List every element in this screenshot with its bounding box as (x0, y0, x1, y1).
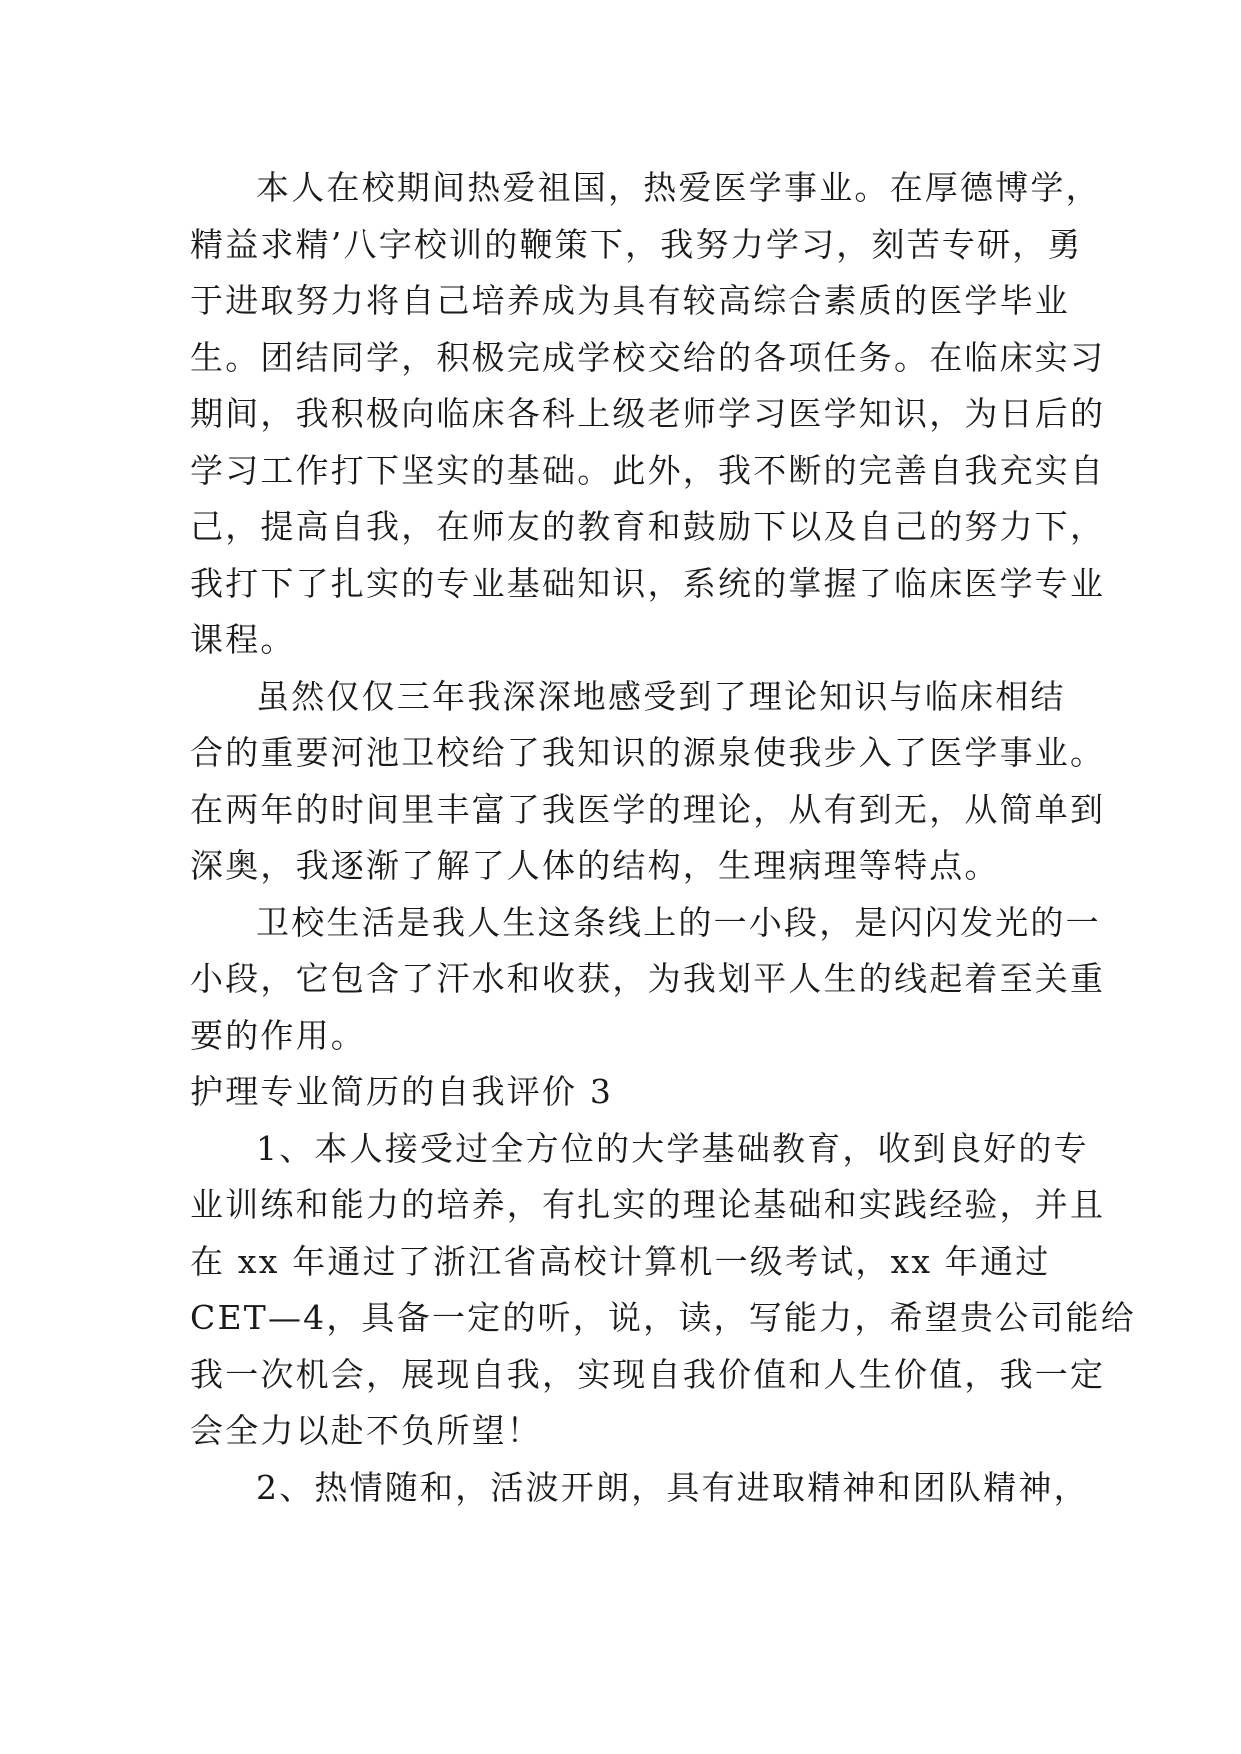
text-line: 要的作用。 (190, 1015, 366, 1055)
text-line: 于进取努力将自己培养成为具有较高综合素质的医学毕业 (190, 281, 1070, 320)
text-line: 己，提高自我，在师友的教育和鼓励下以及自己的努力下， (190, 507, 1106, 546)
text-line: CET—4，具备一定的听，说，读，写能力，希望贵公司能给 (190, 1298, 1136, 1337)
text-line: 学习工作打下坚实的基础。此外，我不断的完善自我充实自 (190, 450, 1106, 490)
text-line: 会全力以赴不负所望！ (190, 1411, 542, 1450)
text-line: 业训练和能力的培养，有扎实的理论基础和实践经验，并且 (190, 1185, 1106, 1224)
text-line: 小段，它包含了汗水和收获，为我划平人生的线起着至关重 (190, 959, 1106, 998)
text-line: 2、热情随和，活波开朗，具有进取精神和团队精神， (256, 1467, 1089, 1507)
text-line: 在 xx 年通过了浙江省高校计算机一级考试，xx 年通过 (190, 1241, 1051, 1281)
text-line: 在两年的时间里丰富了我医学的理论，从有到无，从简单到 (190, 789, 1106, 829)
text-line: 深奥，我逐渐了解了人体的结构，生理病理等特点。 (190, 846, 1000, 885)
text-line: 期间，我积极向临床各科上级老师学习医学知识，为日后的 (190, 394, 1106, 433)
text-line: 我一次机会，展现自我，实现自我价值和人生价值，我一定 (190, 1354, 1106, 1394)
section-heading: 护理专业简历的自我评价 3 (190, 1072, 614, 1111)
text-line: 卫校生活是我人生这条线上的一小段，是闪闪发光的一 (256, 902, 1101, 942)
text-line: 精益求精’八字校训的鞭策下，我努力学习，刻苦专研，勇 (190, 224, 1083, 264)
text-line: 合的重要河池卫校给了我知识的源泉使我步入了医学事业。 (190, 733, 1106, 772)
document-body (190, 160, 1136, 1516)
text-line: 1、本人接受过全方位的大学基础教育，收到良好的专 (256, 1128, 1089, 1168)
text-line: 虽然仅仅三年我深深地感受到了理论知识与临床相结 (256, 676, 1066, 716)
text-line: 生。团结同学，积极完成学校交给的各项任务。在临床实习 (190, 337, 1106, 377)
text-line: 本人在校期间热爱祖国，热爱医学事业。在厚德博学， (256, 168, 1101, 207)
text-line: 课程。 (190, 620, 296, 659)
text-line: 我打下了扎实的专业基础知识，系统的掌握了临床医学专业 (190, 563, 1106, 603)
